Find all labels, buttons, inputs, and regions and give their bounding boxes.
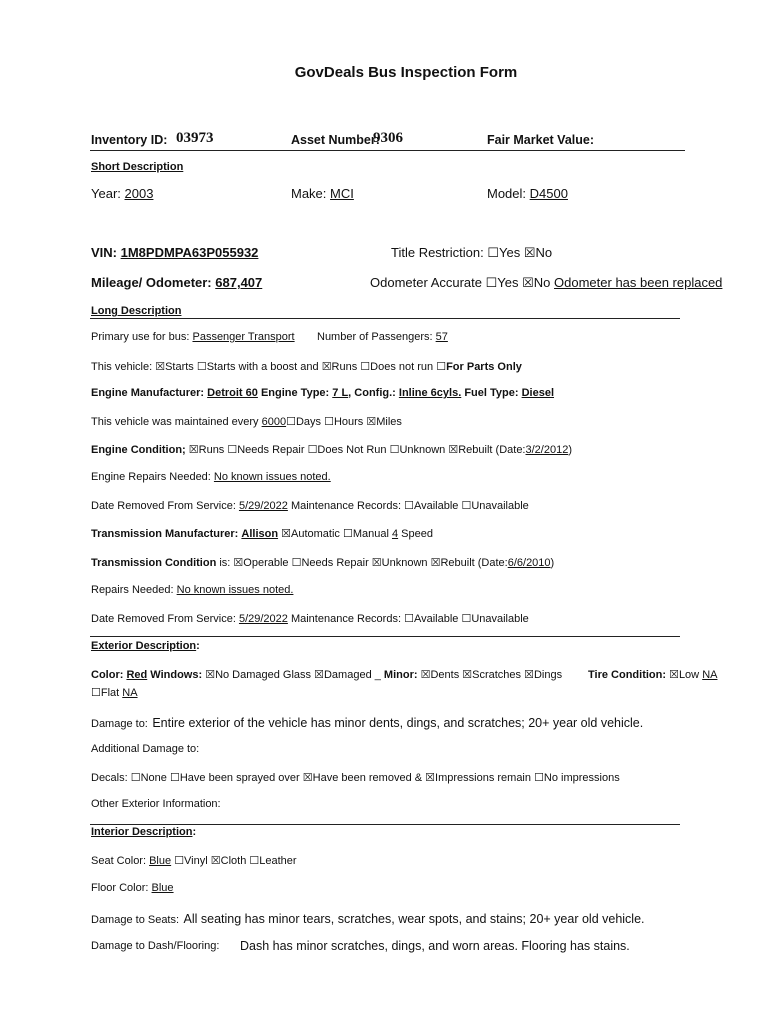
transmission-condition-label: Transmission Condition bbox=[91, 557, 217, 569]
tire-flat-row bbox=[91, 686, 138, 699]
engine-needs-repair-checkbox[interactable]: ☐Needs Repair bbox=[227, 444, 305, 456]
engine-condition-row bbox=[91, 443, 572, 456]
engine-rebuilt-date: 3/2/2012 bbox=[525, 444, 569, 456]
short-description-heading: Short Description bbox=[91, 161, 184, 173]
transmission-manual-checkbox[interactable]: ☐Manual bbox=[342, 528, 389, 540]
floor-color-value: Blue bbox=[151, 882, 174, 894]
decals-sprayed-checkbox[interactable]: ☐Have been sprayed over bbox=[169, 772, 300, 784]
transmission-condition-is: is: bbox=[216, 557, 231, 569]
exterior-damage-label: Damage to: bbox=[91, 718, 148, 730]
model-label: Model: bbox=[487, 186, 527, 201]
repairs-needed-value: No known issues noted. bbox=[176, 584, 294, 596]
odometer-yes-checkbox[interactable]: ☐Yes bbox=[485, 275, 519, 290]
transmission-speed-number: 4 bbox=[391, 528, 399, 540]
vehicle-boost-checkbox[interactable]: ☐Starts with a boost and bbox=[196, 361, 319, 373]
vin-label: VIN: bbox=[91, 245, 117, 260]
engine-rebuilt-checkbox[interactable]: ☒Rebuilt (Date: bbox=[448, 444, 526, 456]
interior-heading-colon: : bbox=[192, 826, 197, 838]
long-description-heading: Long Description bbox=[91, 305, 182, 317]
engine-not-run-checkbox[interactable]: ☐Does Not Run bbox=[307, 444, 387, 456]
config-value: Inline 6cyls. bbox=[398, 387, 462, 399]
maintenance-interval-label: This vehicle was maintained every bbox=[91, 416, 259, 428]
primary-use-value: Passenger Transport bbox=[192, 331, 295, 343]
title-restriction-yes-checkbox[interactable]: ☐Yes bbox=[487, 245, 521, 260]
interior-divider bbox=[90, 824, 680, 825]
seats-damage-label: Damage to Seats: bbox=[91, 914, 180, 926]
decals-label: Decals: bbox=[91, 772, 128, 784]
maintenance-records-label: Maintenance Records: bbox=[290, 500, 402, 512]
make-value: MCI bbox=[330, 186, 354, 201]
vin-field bbox=[91, 245, 258, 260]
dash-damage-label: Damage to Dash/Flooring: bbox=[91, 940, 220, 952]
transmission-row bbox=[91, 527, 433, 540]
windows-damaged-checkbox[interactable]: ☒Damaged _ bbox=[314, 669, 381, 681]
vin-value: 1M8PDMPA63P055932 bbox=[120, 245, 259, 260]
form-title: GovDeals Bus Inspection Form bbox=[294, 64, 518, 81]
asset-number-label: Asset Number: bbox=[291, 133, 380, 147]
decals-impressions-checkbox[interactable]: ☒Impressions remain bbox=[425, 772, 531, 784]
decals-row bbox=[91, 771, 620, 784]
vehicle-status-row bbox=[91, 360, 522, 373]
mileage-label: Mileage/ Odometer: bbox=[91, 275, 212, 290]
vehicle-parts-checkbox[interactable]: ☐ bbox=[436, 361, 447, 373]
year-value: 2003 bbox=[124, 186, 154, 201]
decals-no-impressions-checkbox[interactable]: ☐No impressions bbox=[534, 772, 620, 784]
seat-color-value: Blue bbox=[149, 855, 172, 867]
records-available-checkbox-2[interactable]: ☐Available bbox=[404, 613, 459, 625]
odometer-accurate-field bbox=[370, 275, 722, 291]
date-removed-value-2: 5/29/2022 bbox=[238, 613, 288, 625]
seat-color-label: Seat Color: bbox=[91, 855, 147, 867]
dash-damage-value: Dash has minor scratches, dings, and worn areas. Flooring has stains. bbox=[240, 939, 630, 953]
odometer-accurate-label: Odometer Accurate bbox=[370, 275, 482, 290]
transmission-unknown-checkbox[interactable]: ☒Unknown bbox=[371, 557, 428, 569]
engine-manufacturer-label: Engine Manufacturer: bbox=[91, 387, 205, 399]
repairs-needed-row bbox=[91, 584, 293, 596]
vehicle-not-run-checkbox[interactable]: ☐Does not run bbox=[360, 361, 434, 373]
odometer-no-checkbox[interactable]: ☒No bbox=[522, 275, 551, 290]
tire-flat-checkbox[interactable]: ☐Flat bbox=[91, 687, 120, 699]
records-unavailable-checkbox-2[interactable]: ☐Unavailable bbox=[461, 613, 529, 625]
seats-damage-value: All seating has minor tears, scratches, wear spots, and stains; 20+ year old vehicle. bbox=[183, 912, 645, 926]
engine-rebuilt-close: ) bbox=[568, 444, 572, 456]
date-removed-row-2 bbox=[91, 612, 529, 625]
title-restriction-no-checkbox[interactable]: ☒No bbox=[523, 245, 553, 260]
exterior-color-row bbox=[91, 668, 562, 681]
transmission-rebuilt-close: ) bbox=[550, 557, 555, 569]
engine-unknown-checkbox[interactable]: ☐Unknown bbox=[389, 444, 446, 456]
exterior-heading-colon: : bbox=[196, 640, 200, 652]
odometer-note: Odometer has been replaced bbox=[554, 275, 723, 290]
model-field bbox=[487, 186, 568, 201]
records-unavailable-checkbox[interactable]: ☐Unavailable bbox=[461, 500, 529, 512]
exterior-description-heading-row bbox=[91, 640, 200, 652]
mileage-value: 687,407 bbox=[215, 275, 263, 290]
interior-description-heading: Interior Description bbox=[91, 826, 193, 838]
additional-damage-label: Additional Damage to: bbox=[91, 743, 200, 755]
engine-repairs-row bbox=[91, 471, 331, 483]
maintenance-records-label-2: Maintenance Records: bbox=[290, 613, 402, 625]
make-label: Make: bbox=[291, 186, 327, 201]
mileage-field bbox=[91, 275, 262, 290]
records-available-checkbox[interactable]: ☐Available bbox=[404, 500, 459, 512]
tire-condition-row bbox=[588, 668, 717, 681]
vehicle-label: This vehicle: bbox=[91, 361, 153, 373]
date-removed-label: Date Removed From Service: bbox=[91, 500, 236, 512]
color-value: Red bbox=[126, 669, 148, 681]
tire-low-checkbox[interactable]: ☒Low bbox=[669, 669, 700, 681]
date-removed-label-2: Date Removed From Service: bbox=[91, 613, 236, 625]
seat-color-row bbox=[91, 854, 297, 867]
transmission-rebuilt-date: 6/6/2010 bbox=[507, 557, 551, 569]
minor-scratches-checkbox[interactable]: ☒Scratches bbox=[462, 669, 522, 681]
header-divider bbox=[90, 150, 685, 151]
date-removed-value: 5/29/2022 bbox=[238, 500, 288, 512]
year-label: Year: bbox=[91, 186, 121, 201]
passengers-label: Number of Passengers: bbox=[317, 331, 433, 343]
engine-type-value: 7 L bbox=[332, 387, 349, 399]
seat-vinyl-checkbox[interactable]: ☐Vinyl bbox=[174, 855, 208, 867]
model-value: D4500 bbox=[529, 186, 568, 201]
engine-type-label: Engine Type: bbox=[260, 387, 330, 399]
title-restriction-field bbox=[391, 245, 552, 261]
engine-row bbox=[91, 387, 554, 399]
long-description-divider bbox=[90, 318, 680, 319]
maintenance-days-checkbox[interactable]: ☐Days bbox=[286, 416, 322, 428]
tire-condition-label: Tire Condition: bbox=[588, 669, 667, 681]
engine-condition-label: Engine Condition; bbox=[91, 444, 186, 456]
engine-repairs-label: Engine Repairs Needed: bbox=[91, 471, 211, 483]
windows-no-damage-checkbox[interactable]: ☒No Damaged Glass bbox=[205, 669, 312, 681]
transmission-rebuilt-checkbox[interactable]: ☒Rebuilt (Date: bbox=[430, 557, 508, 569]
transmission-needs-repair-checkbox[interactable]: ☐Needs Repair bbox=[291, 557, 369, 569]
inventory-id-label: Inventory ID: bbox=[91, 133, 168, 147]
engine-manufacturer-value: Detroit 60 bbox=[207, 387, 258, 399]
vehicle-parts-label: For Parts Only bbox=[446, 361, 522, 373]
maintenance-hours-checkbox[interactable]: ☐Hours bbox=[324, 416, 364, 428]
floor-color-row bbox=[91, 882, 174, 894]
passengers-row bbox=[317, 331, 448, 343]
transmission-condition-row bbox=[91, 556, 554, 569]
vehicle-runs-checkbox[interactable]: ☒Runs bbox=[321, 361, 358, 373]
decals-removed-checkbox[interactable]: ☒Have been removed & bbox=[302, 772, 423, 784]
maintenance-interval-row bbox=[91, 415, 402, 428]
maintenance-interval-value: 6000 bbox=[261, 416, 287, 428]
seat-leather-checkbox[interactable]: ☐Leather bbox=[249, 855, 297, 867]
minor-label: Minor: bbox=[383, 669, 418, 681]
transmission-manufacturer-value: Allison bbox=[241, 528, 279, 540]
make-field bbox=[291, 186, 354, 201]
seat-cloth-checkbox[interactable]: ☒Cloth bbox=[210, 855, 247, 867]
tire-low-value: NA bbox=[702, 669, 718, 681]
repairs-needed-label: Repairs Needed: bbox=[91, 584, 174, 596]
transmission-operable-checkbox[interactable]: ☒Operable bbox=[233, 557, 289, 569]
date-removed-row bbox=[91, 499, 529, 512]
interior-description-heading-row bbox=[91, 826, 196, 838]
decals-none-checkbox[interactable]: ☐None bbox=[130, 772, 167, 784]
tire-flat-value: NA bbox=[122, 687, 138, 699]
title-restriction-label: Title Restriction: bbox=[391, 245, 484, 260]
transmission-manufacturer-label: Transmission Manufacturer: bbox=[91, 528, 239, 540]
asset-number-value: 9306 bbox=[373, 130, 403, 146]
exterior-damage-value: Entire exterior of the vehicle has minor dents, dings, and scratches; 20+ year old vehicle. bbox=[152, 716, 644, 730]
fair-market-value-label: Fair Market Value: bbox=[487, 133, 594, 147]
primary-use-label: Primary use for bus: bbox=[91, 331, 190, 343]
config-label: , Config.: bbox=[348, 387, 396, 399]
vehicle-starts-checkbox[interactable]: ☒Starts bbox=[155, 361, 194, 373]
exterior-divider bbox=[90, 636, 680, 637]
inventory-id-value: 03973 bbox=[176, 130, 214, 146]
engine-runs-checkbox[interactable]: ☒Runs bbox=[188, 444, 225, 456]
windows-label: Windows: bbox=[150, 669, 203, 681]
exterior-damage-row bbox=[91, 714, 643, 732]
engine-repairs-value: No known issues noted. bbox=[213, 471, 331, 483]
seats-damage-row bbox=[91, 910, 645, 928]
passengers-value: 57 bbox=[435, 331, 448, 343]
color-label: Color: bbox=[91, 669, 124, 681]
transmission-speed-label: Speed bbox=[398, 528, 433, 540]
minor-dents-checkbox[interactable]: ☒Dents bbox=[420, 669, 460, 681]
fuel-type-label: Fuel Type: bbox=[464, 387, 519, 399]
maintenance-miles-checkbox[interactable]: ☒Miles bbox=[366, 416, 402, 428]
minor-dings-checkbox[interactable]: ☒Dings bbox=[524, 669, 563, 681]
other-exterior-label: Other Exterior Information: bbox=[91, 798, 221, 810]
transmission-automatic-checkbox[interactable]: ☒Automatic bbox=[281, 528, 340, 540]
fuel-type-value: Diesel bbox=[521, 387, 555, 399]
primary-use-row bbox=[91, 331, 295, 343]
year-field bbox=[91, 186, 153, 201]
exterior-description-heading: Exterior Description bbox=[91, 640, 197, 652]
floor-color-label: Floor Color: bbox=[91, 882, 149, 894]
